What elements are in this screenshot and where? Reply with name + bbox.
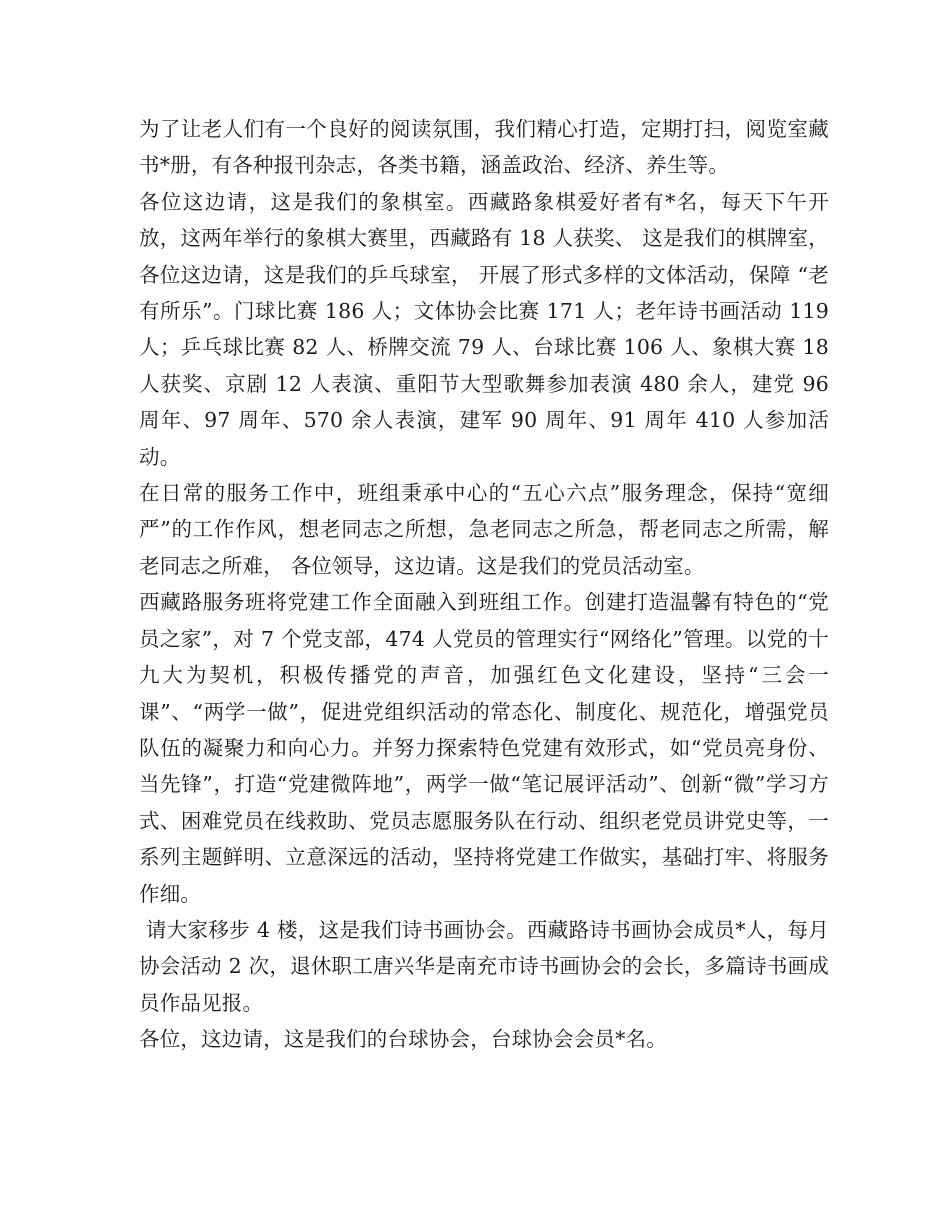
document-body — [139, 111, 836, 1058]
paragraph-calligraphy-association: 请大家移步 4 楼，这是我们诗书画协会。西藏路诗书画协会成员*人，每月协会活动 2 次，退休职工唐兴华是南充市诗书画协会的会长，多篇诗书画成员作品见报。 — [139, 917, 830, 1015]
paragraph-service-work: 在日常的服务工作中，班组秉承中心的“五心六点”服务理念，保持“宽细严”的工作作风，想老同志之所想，急老同志之所急，帮老同志之所需，解老同志之所难， 各位领导，这边请。这是我们的党员活动室。 — [139, 481, 829, 578]
paragraph-party-building: 西藏路服务班将党建工作全面融入到班组工作。创建打造温馨有特色的“党员之家”，对 7 个党支部，474 人党员的管理实行“网络化”管理。以党的十九大为契机，积极传播党的声音，加强红色文化建设，坚持“三会一课”、“两学一做”，促进党组织活动的常态化、制度化、规范化，增强党员队伍的凝聚力和向心力。并努力探索特色党建有效形式，如“党员亮身份、当先锋”，打造“党建微阵地”，两学一做“笔记展评活动”、创新“微”学习方式、困难党员在线救助、党员志愿服务队在行动、组织老党员讲党史等，一系列主题鲜明、立意深远的活动，坚持将党建工作做实，基础打牢、将服务作细。 — [139, 590, 829, 906]
paragraph-reading-room: 为了让老人们有一个良好的阅读氛围，我们精心打造，定期打扫，阅览室藏书*册，有各种报刊杂志，各类书籍，涵盖政治、经济、养生等。 — [139, 117, 829, 178]
paragraph-chess-room: 各位这边请，这是我们的象棋室。西藏路象棋爱好者有*名，每天下午开放，这两年举行的象棋大赛里，西藏路有 18 人获奖、 这是我们的棋牌室， 各位这边请，这是我们的乒乓球室， 开展了形式多样的文体活动，保障 “老有所乐”。门球比赛 186 人；文体协会比赛 171 人；老年诗书画活动 119 人；乒乓球比赛 82 人、桥牌交流 79 人、台球比赛 106 人、象棋大赛 18 人获奖、京剧 12 人表演、重阳节大型歌舞参加表演 480 余人，建党 96 周年、97 周年、570 余人表演，建军 90 周年、91 周年 410 人参加活动。 — [139, 189, 836, 469]
paragraph-billiards-association: 各位，这边请，这是我们的台球协会，台球协会会员*名。 — [139, 1027, 667, 1052]
